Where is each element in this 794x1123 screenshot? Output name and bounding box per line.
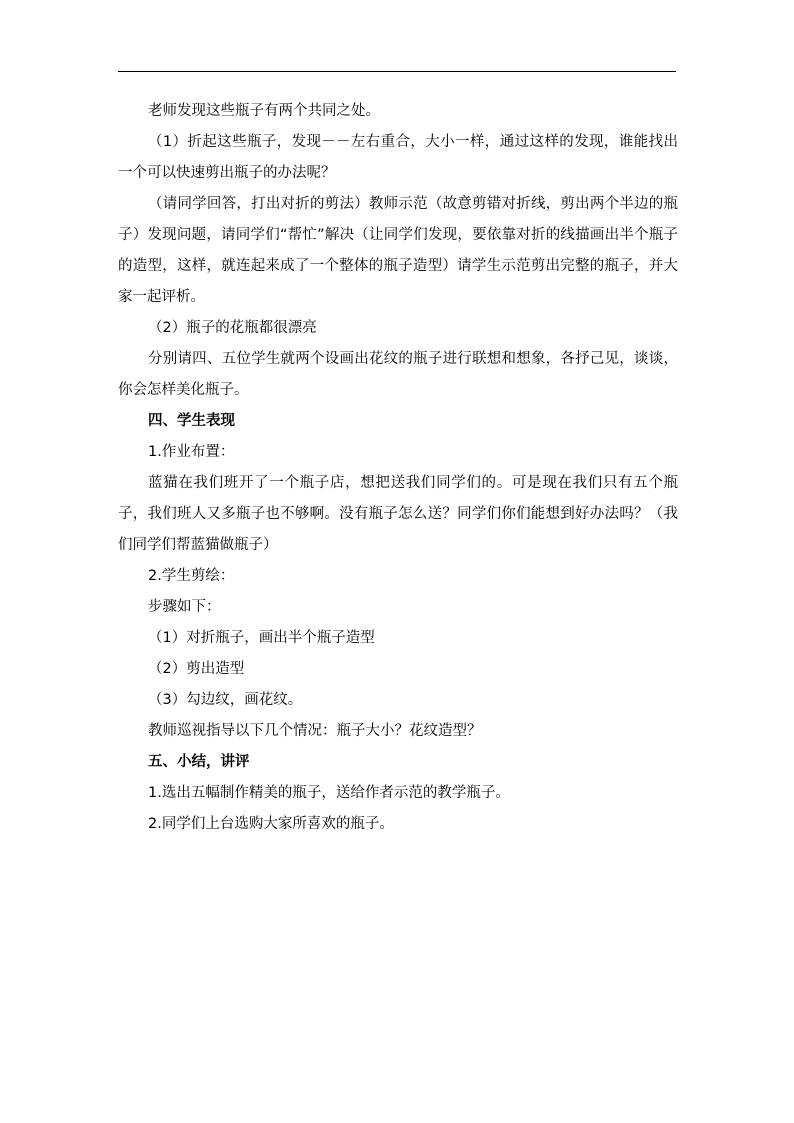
- paragraph-homework-story: 蓝猫在我们班开了一个瓶子店，想把送我们同学们的。可是现在我们只有五个瓶子，我们班人又多瓶子也不够啊。没有瓶子怎么送？同学们你们能想到好办法吗？（我们同学们帮蓝猫做瓶子）: [118, 475, 678, 553]
- paragraph-imagination: 分别请四、五位学生就两个设画出花纹的瓶子进行联想和想象，各抒己见，谈谈，你会怎样美化瓶子。: [118, 351, 678, 398]
- list-item-step-1: （1）对折瓶子，画出半个瓶子造型: [148, 630, 375, 646]
- paragraph-homework-title: 1.作业布置：: [148, 444, 235, 460]
- paragraph-cutting-title: 2.学生剪绘：: [148, 568, 235, 584]
- paragraph-summary-1: 1.选出五幅制作精美的瓶子，送给作者示范的教学瓶子。: [148, 785, 510, 801]
- paragraph-teacher-guidance: 教师巡视指导以下几个情况：瓶子大小？花纹造型？: [148, 723, 482, 739]
- document-body: [118, 96, 678, 840]
- header-rule: [118, 71, 676, 72]
- list-item-step-2: （2）剪出造型: [148, 661, 245, 677]
- paragraph-steps-label: 步骤如下：: [148, 599, 221, 615]
- paragraph-point-2: （2）瓶子的花瓶都很漂亮: [148, 320, 317, 336]
- section-heading-student-performance: 四、学生表现: [148, 413, 235, 429]
- paragraph-intro: 老师发现这些瓶子有两个共同之处。: [148, 103, 380, 119]
- paragraph-demonstration: （请同学回答，打出对折的剪法）教师示范（故意剪错对折线，剪出两个半边的瓶子）发现问题，请同学们“帮忙”解决（让同学们发现，要依靠对折的线描画出半个瓶子的造型，这样，就连起来成了一个整体的瓶子造型）请学生示范剪出完整的瓶子，并大家一起评析。: [118, 196, 678, 305]
- section-heading-summary: 五、小结，讲评: [148, 754, 250, 770]
- paragraph-point-1: （1）折起这些瓶子，发现－－左右重合，大小一样，通过这样的发现，谁能找出一个可以快速剪出瓶子的办法呢？: [118, 134, 678, 181]
- list-item-step-3: （3）勾边纹，画花纹。: [148, 692, 303, 708]
- paragraph-summary-2: 2.同学们上台选购大家所喜欢的瓶子。: [148, 816, 394, 832]
